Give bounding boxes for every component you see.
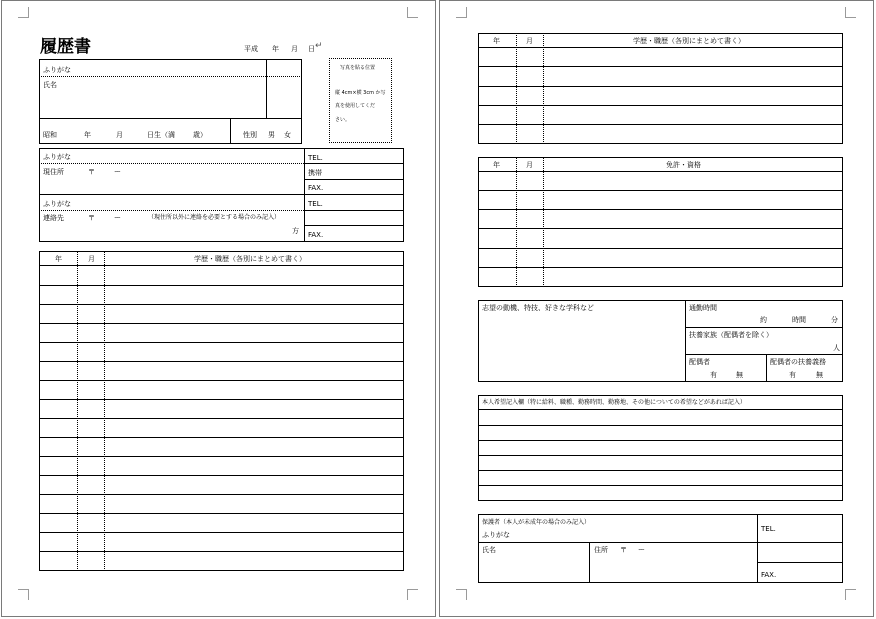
history-row-line — [39, 456, 404, 457]
wishes-row-line — [478, 485, 843, 486]
spouse-yes: 有 — [710, 371, 717, 379]
crop-mark-bottom-left — [456, 589, 467, 600]
guardian-furigana: ふりがな — [482, 531, 510, 539]
history2-year-divider — [516, 33, 517, 144]
crop-mark-top-right — [407, 7, 418, 18]
history2-header-divider — [478, 47, 843, 48]
history-row-line — [39, 361, 404, 362]
contact-tel-label: TEL. — [308, 200, 323, 208]
wishes-label: 本人希望記入欄（特に給料、職種、勤務時間、勤務地、その他についての希望などがあれば記入） — [482, 399, 746, 406]
license-row-line — [478, 209, 843, 210]
dependents-label: 扶養家族（配偶者を除く） — [689, 331, 773, 339]
crop-mark-top-left — [456, 7, 467, 18]
date-month-label: 月 — [291, 45, 298, 53]
guardian-fax-line — [757, 562, 843, 563]
commute-hours: 時間 — [792, 316, 806, 324]
wishes-row-line — [478, 425, 843, 426]
history2-month-header: 月 — [526, 37, 533, 45]
address-tel-label: TEL. — [308, 154, 323, 162]
history-row-line — [39, 551, 404, 552]
history-month-header: 月 — [88, 255, 95, 263]
crop-mark-top-left — [18, 7, 29, 18]
address-furigana-divider — [39, 163, 304, 164]
spouse-divider — [766, 354, 767, 382]
history-row-line — [39, 342, 404, 343]
address-contact-divider — [39, 194, 404, 195]
showa-label: 昭和 — [43, 131, 57, 139]
crop-mark-bottom-right — [407, 589, 418, 600]
address-fax-label: FAX. — [308, 184, 324, 192]
license-content-header: 免許・資格 — [666, 161, 701, 169]
history-row-line — [39, 399, 404, 400]
history-year-divider — [77, 251, 78, 571]
history-row-line — [39, 285, 404, 286]
history2-month-divider — [543, 33, 544, 144]
resume-page-1 — [1, 0, 436, 617]
contact-furigana-divider — [39, 210, 304, 211]
history2-row-line — [478, 124, 843, 125]
wishes-row-line — [478, 470, 843, 471]
age-label: 歳） — [193, 131, 207, 139]
contact-furigana-label: ふりがな — [43, 200, 71, 208]
crop-mark-bottom-right — [845, 589, 856, 600]
dependents-divider — [685, 354, 843, 355]
photo-instruction-1: 縦 4cm×横 3cm か写 — [335, 90, 386, 96]
history-table-page1 — [39, 251, 404, 571]
history2-row-line — [478, 86, 843, 87]
guardian-name-label: 氏名 — [482, 546, 496, 554]
gender-divider — [230, 118, 231, 144]
history-header-divider — [39, 265, 404, 266]
birth-year-label: 年 — [84, 131, 91, 139]
license-row-line — [478, 248, 843, 249]
motivation-box — [478, 300, 843, 382]
mobile1-divider — [304, 179, 404, 180]
motivation-divider — [685, 300, 686, 382]
history2-row-line — [478, 105, 843, 106]
license-year-header: 年 — [493, 161, 500, 169]
photo-title: 写真を貼る位置 — [340, 65, 376, 71]
date-year-label: 年 — [272, 45, 279, 53]
photo-instruction-2: 真を使用してくだ — [335, 103, 376, 109]
guardian-address-divider — [589, 542, 590, 583]
history-row-line — [39, 304, 404, 305]
history-year-header: 年 — [55, 255, 62, 263]
contact-postal-dash: ー — [114, 214, 121, 222]
license-month-header: 月 — [526, 161, 533, 169]
birth-day-label: 日生（満 — [147, 131, 175, 139]
history-row-line — [39, 323, 404, 324]
tel1-divider — [304, 163, 404, 164]
resume-title: 履歴書 — [40, 37, 91, 57]
name-label: 氏名 — [43, 81, 57, 89]
return-mark-icon: ↵ — [315, 41, 323, 51]
wishes-row-line — [478, 440, 843, 441]
furigana-divider — [39, 76, 302, 77]
furigana-label: ふりがな — [43, 66, 71, 74]
history-row-line — [39, 494, 404, 495]
guardian-label: 保護者（本人が未成年の場合のみ記入） — [482, 519, 591, 526]
guardian-fax-label: FAX. — [761, 571, 777, 579]
name-right-divider — [266, 59, 267, 118]
contact-kata-label: 方 — [292, 227, 299, 235]
history2-content-header: 学歴・職歴（各別にまとめて書く） — [633, 37, 745, 45]
guardian-address-label: 住所 — [594, 546, 608, 554]
contact-postal-mark: 〒 — [88, 214, 95, 222]
contact-note: （現住所以外に連絡を必要とする場合のみ記入） — [148, 214, 281, 221]
date-era: 平成 — [244, 45, 258, 53]
history-row-line — [39, 513, 404, 514]
support-no: 無 — [816, 371, 823, 379]
fax2-divider — [304, 225, 404, 226]
spouse-label: 配偶者 — [689, 358, 710, 366]
motivation-label: 志望の動機、特技、好きな学科など — [482, 304, 594, 312]
spouse-no: 無 — [736, 371, 743, 379]
crop-mark-top-right — [845, 7, 856, 18]
commute-approx: 約 — [760, 316, 767, 324]
history2-row-line — [478, 66, 843, 67]
address-label: 現住所 — [43, 168, 64, 176]
tel2-divider — [304, 210, 404, 211]
address-postal-dash: ー — [114, 168, 121, 176]
guardian-postal-mark: 〒 — [620, 546, 627, 554]
history-row-line — [39, 532, 404, 533]
commute-label: 通勤時間 — [689, 304, 717, 312]
history2-year-header: 年 — [493, 37, 500, 45]
history-row-line — [39, 475, 404, 476]
guardian-name-divider — [478, 542, 757, 543]
gender-label: 性別 — [243, 131, 257, 139]
history-row-line — [39, 418, 404, 419]
address-mobile-label: 携帯 — [308, 169, 322, 177]
license-row-line — [478, 228, 843, 229]
gender-female: 女 — [284, 131, 291, 139]
birth-month-label: 月 — [116, 131, 123, 139]
guardian-tel-divider — [757, 514, 758, 583]
wishes-header-divider — [478, 409, 843, 410]
spouse-support-label: 配偶者の扶養義務 — [770, 358, 826, 366]
contact-fax-label: FAX. — [308, 231, 324, 239]
date-day-label: 日 — [308, 45, 315, 53]
dependents-unit: 人 — [833, 344, 840, 352]
gender-male: 男 — [268, 131, 275, 139]
wishes-row-line — [478, 455, 843, 456]
address-furigana-label: ふりがな — [43, 153, 71, 161]
history-month-divider — [104, 251, 105, 571]
commute-divider — [685, 327, 843, 328]
crop-mark-bottom-left — [18, 589, 29, 600]
photo-instruction-3: さい。 — [335, 117, 351, 123]
license-row-line — [478, 190, 843, 191]
guardian-tel-label: TEL. — [761, 525, 776, 533]
birth-divider — [39, 118, 302, 119]
license-header-divider — [478, 171, 843, 172]
history-row-line — [39, 380, 404, 381]
guardian-postal-dash: ー — [638, 546, 645, 554]
guardian-tel-line — [757, 542, 843, 543]
history-table-page2 — [478, 33, 843, 144]
address-postal-mark: 〒 — [88, 168, 95, 176]
license-row-line — [478, 267, 843, 268]
support-yes: 有 — [789, 371, 796, 379]
commute-minutes: 分 — [831, 316, 838, 324]
history-row-line — [39, 437, 404, 438]
history-content-header: 学歴・職歴（各別にまとめて書く） — [194, 255, 306, 263]
contact-label: 連絡先 — [43, 214, 64, 222]
resume-page-2 — [439, 0, 874, 617]
